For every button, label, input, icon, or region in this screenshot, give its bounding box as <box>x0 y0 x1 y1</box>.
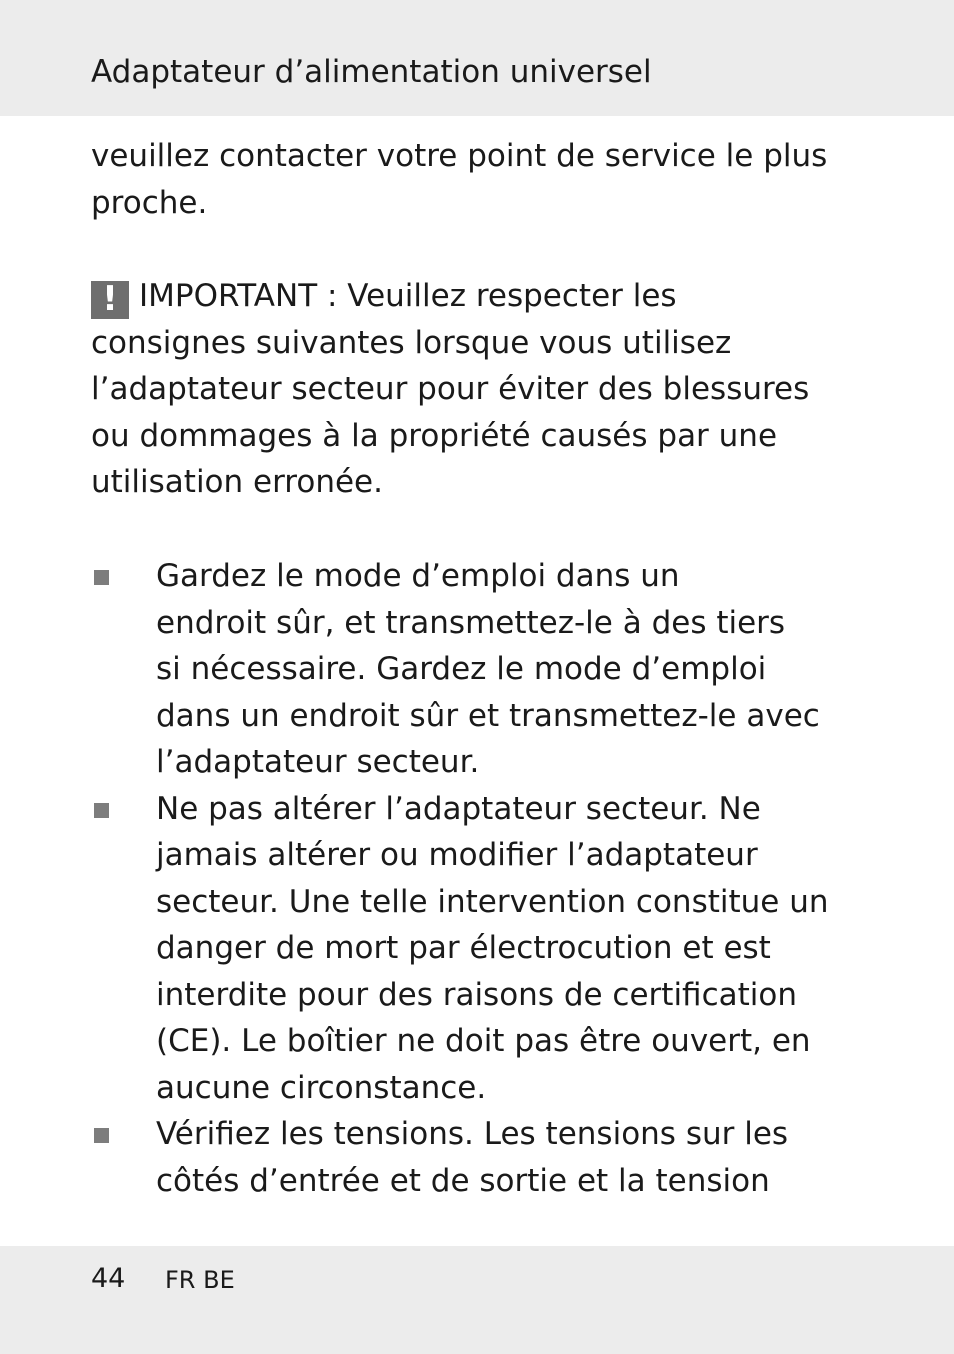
bullet-line: Vérifiez les tensions. Les tensions sur les <box>156 1116 789 1152</box>
bullet-line: jamais altérer ou modifier l’adaptateur <box>156 837 758 873</box>
important-line: l’adaptateur secteur pour éviter des blessures <box>91 371 810 407</box>
page-footer <box>0 1246 954 1354</box>
intro-paragraph <box>91 133 871 226</box>
bullet-line: Gardez le mode d’emploi dans un <box>156 558 680 594</box>
bullet-line: l’adaptateur secteur. <box>156 744 480 780</box>
bullet-line: Ne pas altérer l’adaptateur secteur. Ne <box>156 790 761 827</box>
bullet-line: (CE). Le boîtier ne doit pas être ouvert, en <box>156 1023 811 1059</box>
square-bullet-icon <box>94 570 109 585</box>
important-line: consignes suivantes lorsque vous utilisez <box>91 324 732 361</box>
bullet-line: interdite pour des raisons de certification <box>156 976 798 1013</box>
bullet-item <box>91 1111 871 1204</box>
bullet-item <box>91 786 871 1112</box>
important-heading: IMPORTANT : Veuillez respecter les <box>139 278 677 314</box>
important-line: utilisation erronée. <box>91 464 383 500</box>
bullet-item <box>91 553 871 786</box>
square-bullet-icon <box>94 1128 109 1143</box>
important-line: ou dommages à la propriété causés par une <box>91 417 778 454</box>
bullet-line: aucune circonstance. <box>156 1069 487 1106</box>
page-number: 44 <box>91 1263 126 1294</box>
bullet-line: danger de mort par électrocution et est <box>156 930 771 966</box>
bullet-line: côtés d’entrée et de sortie et la tension <box>156 1162 770 1199</box>
square-bullet-icon <box>94 803 109 818</box>
bullet-line: dans un endroit sûr et transmettez-le avec <box>156 697 820 734</box>
intro-line: proche. <box>91 184 208 221</box>
safety-bullet-list <box>91 553 871 1204</box>
bullet-line: secteur. Une telle intervention constitue un <box>156 883 829 920</box>
header-title: Adaptateur d’alimentation universel <box>91 54 652 90</box>
exclamation-warning-icon: ! <box>91 281 129 319</box>
intro-line: veuillez contacter votre point de service le plus <box>91 138 828 174</box>
language-code: FR BE <box>165 1266 235 1294</box>
important-line <box>91 273 871 320</box>
bullet-line: endroit sûr, et transmettez-le à des tiers <box>156 604 786 641</box>
bullet-line: si nécessaire. Gardez le mode d’emploi <box>156 651 767 687</box>
important-notice <box>91 273 871 506</box>
page-header <box>0 0 954 116</box>
